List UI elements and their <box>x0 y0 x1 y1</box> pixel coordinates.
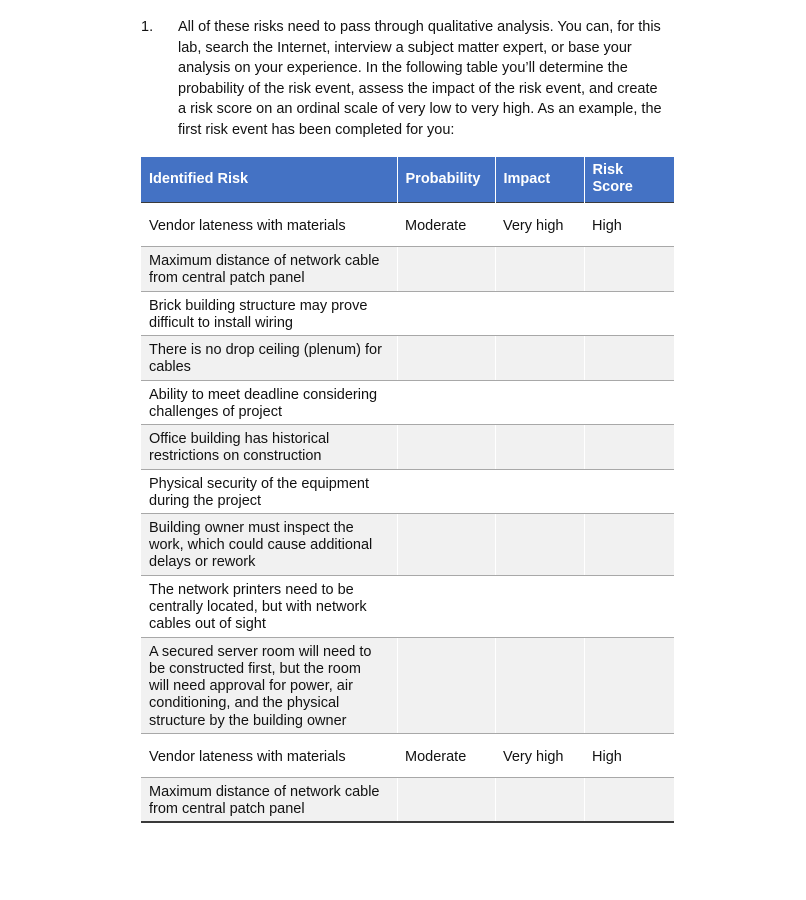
cell-identified-risk <box>141 469 397 513</box>
risk-text-line: work, which could cause additional <box>149 536 373 553</box>
cell-impact[interactable] <box>495 335 584 380</box>
cell-probability[interactable] <box>397 513 495 575</box>
cell-identified-risk <box>141 291 397 335</box>
risk-text-line: Office building has historical <box>149 430 330 447</box>
instructions-paragraph <box>178 17 678 141</box>
risk-text-line: Building owner must inspect the <box>149 519 354 536</box>
cell-risk-score[interactable]: High <box>584 733 674 777</box>
risk-text-line: during the project <box>149 492 262 509</box>
table-header-row <box>141 157 674 202</box>
risk-text-line: The network printers need to be <box>149 581 354 598</box>
cell-identified-risk <box>141 575 397 637</box>
cell-risk-score[interactable] <box>584 637 674 733</box>
cell-probability[interactable] <box>397 469 495 513</box>
cell-probability[interactable] <box>397 637 495 733</box>
instructions-line: a risk score on an ordinal scale of very low to very high. As an example, the <box>178 101 662 118</box>
cell-probability[interactable] <box>397 777 495 822</box>
risk-text-line: structure by the building owner <box>149 712 347 729</box>
risk-text-line: Maximum distance of network cable <box>149 783 380 800</box>
risk-text-line: Ability to meet deadline considering <box>149 386 378 403</box>
risk-text-line: A secured server room will need to <box>149 643 372 660</box>
cell-identified-risk <box>141 335 397 380</box>
risk-text-line: challenges of project <box>149 403 282 420</box>
cell-identified-risk <box>141 513 397 575</box>
cell-impact[interactable] <box>495 637 584 733</box>
cell-identified-risk <box>141 202 397 246</box>
cell-impact[interactable] <box>495 513 584 575</box>
instructions-line: lab, search the Internet, interview a subject matter expert, or base your <box>178 39 632 56</box>
table-row <box>141 380 674 424</box>
risk-text-line: Vendor lateness with materials <box>149 748 346 765</box>
risk-table <box>141 157 674 823</box>
risk-text-line: conditioning, and the physical <box>149 695 340 712</box>
cell-probability[interactable] <box>397 575 495 637</box>
cell-risk-score[interactable] <box>584 291 674 335</box>
cell-impact[interactable] <box>495 380 584 424</box>
table-row <box>141 575 674 637</box>
instructions-line: probability of the risk event, assess the impact of the risk event, and create <box>178 80 658 97</box>
cell-identified-risk <box>141 424 397 469</box>
cell-probability[interactable] <box>397 335 495 380</box>
risk-text-line: centrally located, but with network <box>149 598 367 615</box>
cell-risk-score[interactable] <box>584 424 674 469</box>
table-row <box>141 513 674 575</box>
header-risk-score-line: Score <box>592 179 633 196</box>
cell-probability[interactable] <box>397 380 495 424</box>
table-row <box>141 424 674 469</box>
risk-text-line: Physical security of the equipment <box>149 475 370 492</box>
instructions-line: All of these risks need to pass through qualitative analysis. You can, for this <box>178 19 661 35</box>
risk-text-line: delays or rework <box>149 554 256 571</box>
header-probability: Probability <box>397 157 495 202</box>
risk-text-line: Vendor lateness with materials <box>149 217 346 234</box>
instructions-line: analysis on your experience. In the following table you’ll determine the <box>178 60 628 77</box>
table-row <box>141 335 674 380</box>
table-row <box>141 469 674 513</box>
cell-probability[interactable] <box>397 424 495 469</box>
cell-impact[interactable] <box>495 469 584 513</box>
header-identified-risk: Identified Risk <box>141 157 397 202</box>
instructions-line: first risk event has been completed for you: <box>178 121 455 138</box>
risk-text-line: difficult to install wiring <box>149 314 293 331</box>
risk-text-line: Maximum distance of network cable <box>149 252 380 269</box>
table-row <box>141 291 674 335</box>
cell-impact[interactable] <box>495 424 584 469</box>
table-row <box>141 202 674 246</box>
header-impact: Impact <box>495 157 584 202</box>
header-risk-score <box>584 157 674 202</box>
cell-risk-score[interactable] <box>584 246 674 291</box>
table-row <box>141 637 674 733</box>
cell-risk-score[interactable] <box>584 575 674 637</box>
risk-text-line: from central patch panel <box>149 269 305 286</box>
table-row <box>141 777 674 822</box>
table-row <box>141 246 674 291</box>
cell-identified-risk <box>141 246 397 291</box>
cell-risk-score[interactable] <box>584 380 674 424</box>
list-item-number: 1. <box>141 19 154 35</box>
cell-probability[interactable]: Moderate <box>397 733 495 777</box>
cell-impact[interactable] <box>495 575 584 637</box>
cell-risk-score[interactable] <box>584 469 674 513</box>
cell-impact[interactable] <box>495 246 584 291</box>
header-risk-score-line: Risk <box>592 162 624 179</box>
cell-probability[interactable] <box>397 246 495 291</box>
cell-identified-risk <box>141 733 397 777</box>
cell-impact[interactable] <box>495 291 584 335</box>
risk-text-line: Brick building structure may prove <box>149 297 368 314</box>
cell-risk-score[interactable]: High <box>584 202 674 246</box>
risk-text-line: restrictions on construction <box>149 447 322 464</box>
cell-probability[interactable] <box>397 291 495 335</box>
cell-identified-risk <box>141 380 397 424</box>
risk-text-line: cables <box>149 358 191 375</box>
risk-text-line: There is no drop ceiling (plenum) for <box>149 341 382 358</box>
cell-identified-risk <box>141 637 397 733</box>
table-row <box>141 733 674 777</box>
cell-identified-risk <box>141 777 397 822</box>
cell-risk-score[interactable] <box>584 513 674 575</box>
cell-impact[interactable]: Very high <box>495 733 584 777</box>
risk-text-line: be constructed first, but the room <box>149 660 361 677</box>
cell-impact[interactable] <box>495 777 584 822</box>
risk-text-line: cables out of sight <box>149 616 266 633</box>
cell-impact[interactable]: Very high <box>495 202 584 246</box>
risk-text-line: from central patch panel <box>149 800 305 817</box>
cell-risk-score[interactable] <box>584 777 674 822</box>
cell-risk-score[interactable] <box>584 335 674 380</box>
risk-text-line: will need approval for power, air <box>149 678 353 695</box>
cell-probability[interactable]: Moderate <box>397 202 495 246</box>
